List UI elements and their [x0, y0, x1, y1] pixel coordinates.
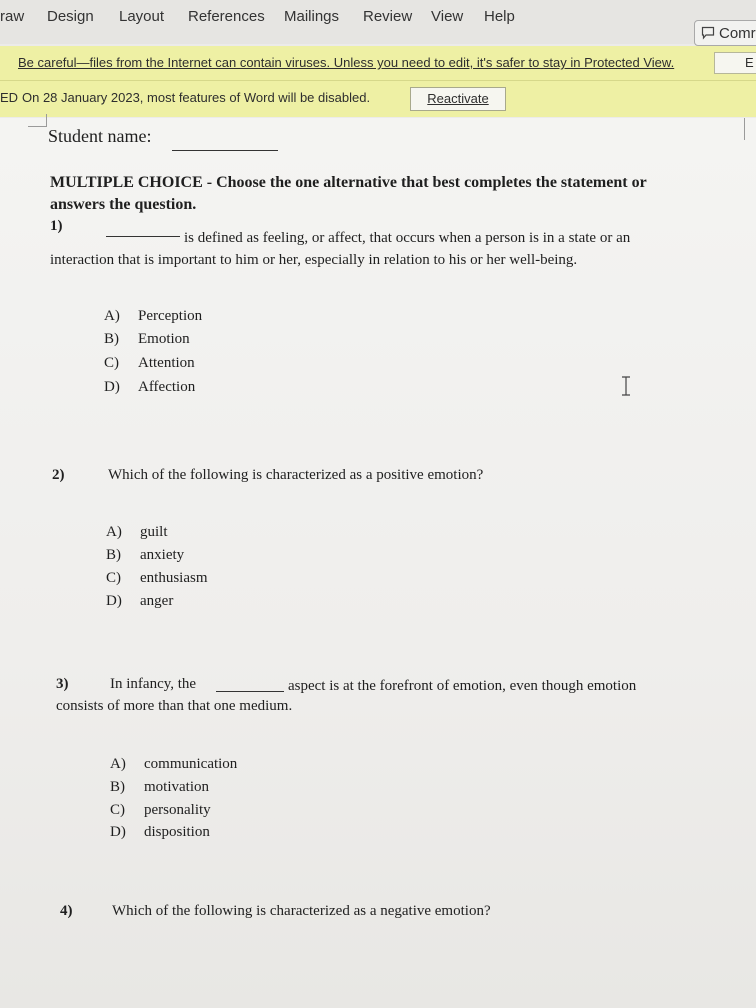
question-1-option-a: A) Perception [104, 308, 203, 324]
margin-right-mark [744, 118, 745, 140]
tab-help[interactable]: Help [484, 8, 515, 25]
question-3-blank [216, 691, 284, 692]
question-1-number: 1) [50, 218, 63, 234]
license-message: On 28 January 2023, most features of Word will be disabled. [22, 90, 371, 105]
comment-icon [701, 26, 715, 40]
student-name-label: Student name: [48, 126, 152, 146]
protected-view-bar [0, 46, 756, 81]
tab-draw[interactable]: raw [0, 8, 25, 25]
question-3-text-part-a: In infancy, the [110, 676, 197, 692]
question-3-number: 3) [56, 676, 69, 692]
document-page[interactable] [0, 118, 756, 1008]
question-4-number: 4) [60, 903, 73, 919]
tab-references[interactable]: References [188, 8, 265, 25]
section-heading-line1: MULTIPLE CHOICE - Choose the one alternative that best completes the statement or [50, 174, 647, 191]
question-3-option-d: D) disposition [110, 824, 210, 840]
tab-review[interactable]: Review [363, 8, 413, 25]
question-3-option-b: B) motivation [110, 779, 209, 795]
question-2-text: Which of the following is characterized as a positive emotion? [108, 467, 484, 483]
enable-editing-button[interactable]: E [714, 52, 756, 74]
license-prefix: ED [0, 90, 19, 105]
question-2-option-c: C) enthusiasm [106, 570, 208, 586]
ribbon-tab-bar [0, 0, 756, 44]
question-3-option-c: C) personality [110, 802, 211, 818]
question-1-option-b: B) Emotion [104, 331, 190, 347]
margin-corner-mark [28, 114, 47, 127]
question-3-text-part-b: aspect is at the forefront of emotion, even though emotion [288, 678, 637, 694]
question-2-option-d: D) anger [106, 593, 174, 609]
question-3-option-a: A) communication [110, 756, 238, 772]
text-cursor-icon [620, 376, 632, 396]
question-1-option-d: D) Affection [104, 379, 196, 395]
question-2-option-a: A) guilt [106, 524, 168, 540]
question-1-text-line2: interaction that is important to him or her, especially in relation to his or her well-being. [50, 252, 578, 268]
question-1-text-line1: is defined as feeling, or affect, that occurs when a person is in a state or an [184, 230, 631, 246]
question-2-option-b: B) anxiety [106, 547, 185, 563]
comments-button[interactable] [694, 20, 756, 46]
protected-view-message: Be careful—files from the Internet can contain viruses. Unless you need to edit, it's safer to stay in Protected View. [18, 55, 675, 70]
tab-layout[interactable]: Layout [119, 8, 165, 25]
student-name-blank[interactable] [172, 150, 278, 151]
comments-label: Comr [719, 24, 756, 42]
question-1-blank [106, 236, 180, 237]
question-1-option-c: C) Attention [104, 355, 195, 371]
question-3-text-line2: consists of more than that one medium. [56, 698, 293, 714]
question-4-text: Which of the following is characterized as a negative emotion? [112, 903, 491, 919]
license-warning-bar [0, 81, 756, 117]
tab-design[interactable]: Design [47, 8, 94, 25]
section-heading-line2: answers the question. [50, 196, 197, 213]
question-2-number: 2) [52, 467, 65, 483]
tab-mailings[interactable]: Mailings [284, 8, 340, 25]
reactivate-button[interactable] [410, 87, 506, 111]
tab-view[interactable]: View [431, 8, 464, 25]
reactivate-label: Reactivate [427, 91, 489, 106]
